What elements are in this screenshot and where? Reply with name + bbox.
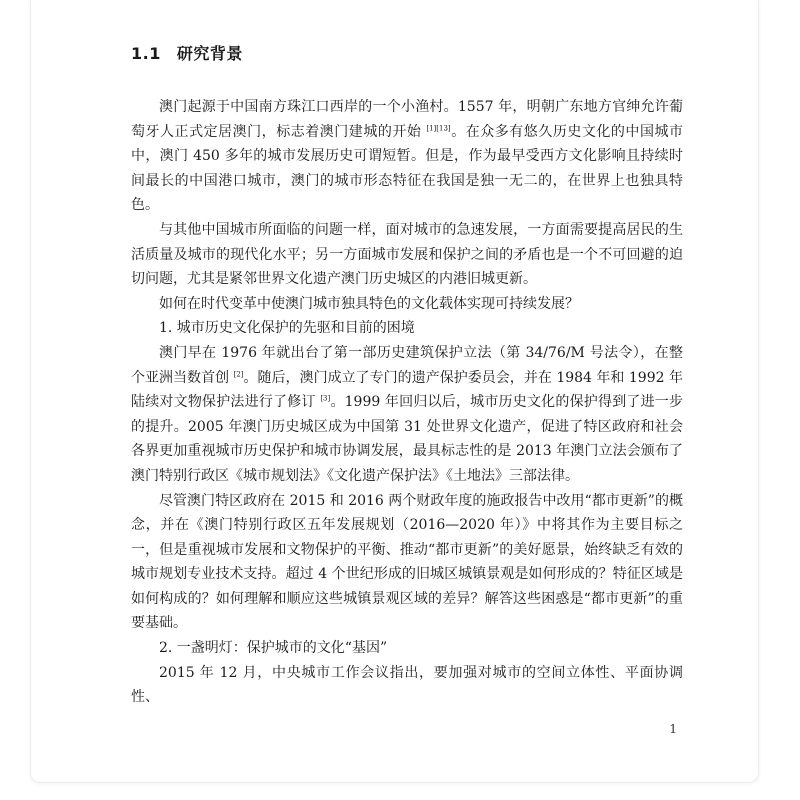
paragraph xyxy=(131,489,683,637)
page-number: 1 xyxy=(669,722,677,736)
paragraph xyxy=(131,95,683,218)
paragraph-text: 澳门起源于中国南方珠江口西岸的一个小渔村。1557 年，明朝广东地方官绅允许葡萄牙人正式定居澳门，标志着澳门建城的开始 xyxy=(131,99,683,140)
paragraph-text: 2. 一盏明灯：保护城市的文化“基因” xyxy=(159,640,388,657)
paragraph-text: 。1999 年回归以后，城市历史文化的保护得到了进一步的提升。2005 年澳门历史城区成为中国第 31 处世界文化遗产，促进了特区政府和社会各界更加重视城市历史保护和城市协调发展，最具标志性的是 2013 年澳门立法会颁布了澳门特别行政区《城市规划法》《文化遗产保护法》《土地法》三部法律。 xyxy=(131,394,684,484)
section-heading xyxy=(131,40,683,68)
paragraph-text: 尽管澳门特区政府在 2015 和 2016 两个财政年度的施政报告中改用“都市更新”的概念，并在《澳门特别行政区五年发展规划（2016—2020 年）》中将其作为主要目标之一，但是重视城市发展和文物保护的平衡、推动“都市更新”的美好愿景，始终缺乏有效的城市规划专业技术支持。超过 4 个世纪形成的旧城区城镇景观是如何形成的？特征区域是如何构成的？如何理解和顺应这些城镇景观区域的差异？解答这些困惑是“都市更新”的重要基础。 xyxy=(131,492,683,632)
paragraph-text: 与其他中国城市所面临的问题一样，面对城市的急速发展，一方面需要提高居民的生活质量及城市的现代化水平；另一方面城市发展和保护之间的矛盾也是一个不可回避的迫切问题，尤其是紧邻世界文化遗产澳门历史城区的内港旧城更新。 xyxy=(131,221,683,288)
document-page xyxy=(30,0,759,783)
paragraph-text: 1. 城市历史文化保护的先驱和目前的困境 xyxy=(159,320,415,337)
section-number: 1.1 xyxy=(131,44,161,63)
citation-reference: [3] xyxy=(320,394,331,403)
paragraph-text: 。在众多有悠久历史文化的中国城市中，澳门 450 多年的城市发展历史可谓短暂。但是，作为最早受西方文化影响且持续时间最长的中国港口城市，澳门的城市形态特征在我国是独一无二的，在世界上也独具特色。 xyxy=(131,123,683,214)
body-text xyxy=(131,95,683,710)
paragraph xyxy=(131,636,683,661)
paragraph xyxy=(131,292,683,317)
paragraph xyxy=(131,341,683,489)
paragraph-text: 。随后，澳门成立了专门的遗产保护委员会，并在 1984 年和 1992 年陆续对文物保护法进行了修订 xyxy=(131,369,683,411)
page-content xyxy=(131,40,683,710)
paragraph xyxy=(131,316,683,341)
paragraph-text: 2015 年 12 月，中央城市工作会议指出，要加强对城市的空间立体性、平面协调性、 xyxy=(131,664,683,706)
paragraph-text: 如何在时代变革中使澳门城市独具特色的文化载体实现可持续发展？ xyxy=(159,295,579,312)
section-title: 研究背景 xyxy=(176,44,243,63)
paragraph xyxy=(131,218,683,292)
paragraph-text: 澳门早在 1976 年就出台了第一部历史建筑保护立法（第 34/76/M 号法令），在整个亚洲当数首创 xyxy=(131,344,683,386)
citation-reference: [1][13] xyxy=(426,123,451,132)
paragraph xyxy=(131,661,683,710)
citation-reference: [2] xyxy=(233,369,244,378)
